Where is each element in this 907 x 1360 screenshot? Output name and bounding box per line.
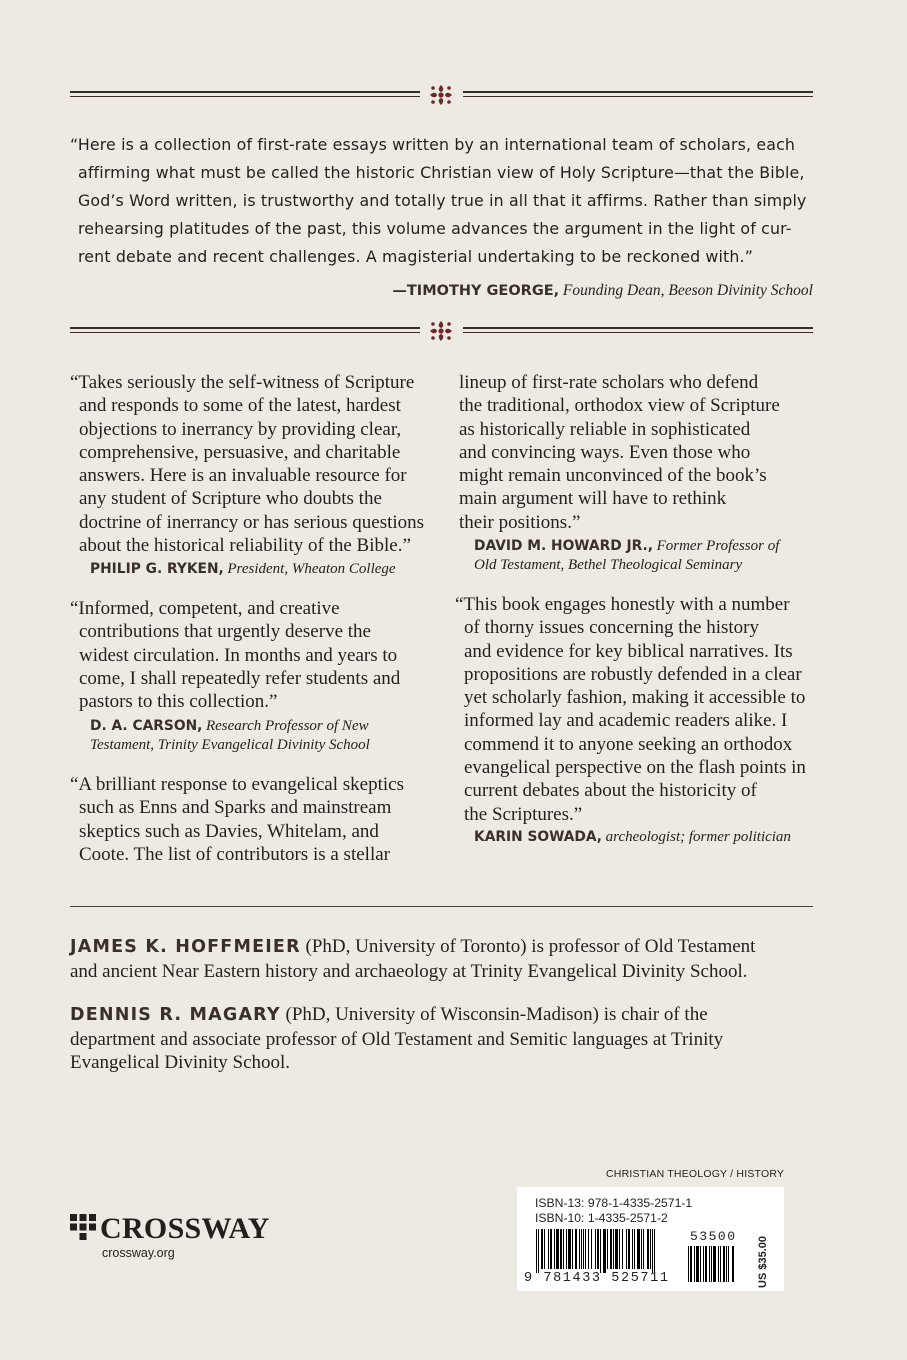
endorser-title: President, Wheaton College	[227, 561, 396, 577]
quote-line: such as Enns and Sparks and mainstream	[79, 797, 392, 819]
barcode-bar	[581, 1229, 582, 1269]
endorser-title: Founding Dean, Beeson Divinity School	[562, 282, 813, 299]
quote-line: about the historical reliability of the Bible.”	[79, 535, 411, 557]
bio-text: (PhD, University of Wisconsin-Madison) is chair of the	[280, 1004, 708, 1025]
endorsement-ryken-attribution	[90, 560, 396, 579]
endorser-name: DAVID M. HOWARD JR.,	[474, 538, 653, 554]
barcode-bar	[591, 1229, 592, 1269]
endorsement-howard-quote-part2	[459, 371, 780, 534]
barcode-bar	[544, 1229, 545, 1269]
quote-line: comprehensive, persuasive, and charitable	[79, 441, 401, 463]
quote-line: the traditional, orthodox view of Scripture	[459, 395, 780, 417]
quote-line: objections to inerrancy by providing clear,	[79, 418, 402, 440]
quote-line: doctrine of inerrancy or has serious questions	[79, 511, 425, 533]
bio-text: Evangelical Divinity School.	[70, 1052, 291, 1073]
barcode-bar	[610, 1229, 612, 1269]
quote-line: main argument will have to rethink	[459, 488, 727, 510]
isbn13-label: ISBN-13: 978-1-4335-2571-1	[535, 1196, 693, 1210]
quote-line: any student of Scripture who doubts the	[79, 488, 382, 510]
barcode-bar	[643, 1229, 644, 1269]
ean-barcode	[536, 1229, 682, 1273]
barcode-bar	[654, 1229, 655, 1273]
barcode-bar	[560, 1229, 562, 1269]
quote-line: answers. Here is an invaluable resource for	[79, 465, 407, 487]
barcode-bar	[554, 1229, 555, 1269]
endorser-name: D. A. CARSON,	[90, 718, 203, 734]
barcode-bar	[650, 1229, 651, 1269]
barcode-bar	[652, 1229, 653, 1273]
barcode-bar	[696, 1246, 699, 1282]
barcode-bar	[588, 1229, 589, 1269]
publisher-url: crossway.org	[102, 1246, 175, 1260]
endorsement-sowada-quote	[455, 593, 806, 826]
ornamental-divider-middle	[70, 322, 813, 340]
barcode-bar	[628, 1229, 630, 1269]
barcode-bar	[647, 1229, 649, 1269]
barcode-bar	[619, 1229, 620, 1269]
barcode-bar	[732, 1246, 734, 1282]
endorsement-carson-quote	[70, 597, 400, 713]
barcode-bar	[572, 1229, 573, 1269]
quote-line: “A brilliant response to evangelical skeptics	[70, 774, 404, 795]
quote-line: affirming what must be called the historic Christian view of Holy Scripture—that the Bible,	[78, 163, 805, 182]
barcode-bar	[720, 1246, 721, 1282]
barcode-bar	[726, 1246, 727, 1282]
ean-digits: 9 781433 525711	[524, 1271, 670, 1286]
endorsement-george-attribution	[392, 282, 813, 300]
isbn10-label: ISBN-10: 1-4335-2571-2	[535, 1211, 668, 1225]
barcode-bar	[538, 1229, 539, 1273]
barcode-bar	[550, 1229, 552, 1269]
subject-category: CHRISTIAN THEOLOGY / HISTORY	[606, 1168, 785, 1180]
endorsement-sowada-attribution	[474, 828, 791, 847]
barcode-bar	[575, 1229, 577, 1269]
endorser-title: Research Professor of New	[205, 718, 369, 734]
quote-line: “Takes seriously the self-witness of Scripture	[70, 372, 415, 393]
bio-text: (PhD, University of Toronto) is professor of Old Testament	[300, 936, 756, 957]
barcode-bar	[709, 1246, 710, 1282]
barcode-bar	[600, 1229, 601, 1273]
endorser-name: —TIMOTHY GEORGE,	[392, 283, 560, 299]
quote-line: “Informed, competent, and creative	[70, 598, 340, 619]
quote-line: propositions are robustly defended in a clear	[464, 663, 802, 685]
crossway-logo-icon	[70, 1214, 96, 1240]
quote-line: rehearsing platitudes of the past, this volume advances the argument in the light of cur-	[78, 219, 792, 238]
author-bio-hoffmeier	[70, 935, 830, 983]
quote-line: skeptics such as Davies, Whitelam, and	[79, 820, 379, 842]
barcode-bar	[613, 1229, 614, 1269]
quote-line: and responds to some of the latest, hardest	[79, 395, 401, 417]
endorsement-ryken-quote	[70, 371, 424, 557]
barcode-bar	[615, 1229, 618, 1269]
barcode-bar	[548, 1229, 549, 1269]
quote-line: pastors to this collection.”	[79, 691, 278, 713]
quote-line: “This book engages honestly with a number	[455, 594, 790, 615]
endorsement-howard-quote-part1	[70, 773, 404, 866]
quote-line: informed lay and academic readers alike. I	[464, 710, 788, 732]
author-name: DENNIS R. MAGARY	[70, 1005, 281, 1025]
endorser-title: archeologist; former politician	[605, 829, 791, 845]
ornamental-divider-top	[70, 86, 813, 104]
section-divider-rule	[70, 906, 813, 907]
barcode-bar	[634, 1229, 635, 1269]
barcode-bar	[705, 1246, 707, 1282]
quote-line: their positions.”	[459, 511, 581, 533]
endorser-name: PHILIP G. RYKEN,	[90, 561, 224, 577]
barcode-bar	[718, 1246, 719, 1282]
fleuron-ornament-icon	[426, 83, 456, 107]
author-name: JAMES K. HOFFMEIER	[70, 937, 301, 957]
quote-line: widest circulation. In months and years to	[79, 644, 398, 666]
barcode-bar	[637, 1229, 640, 1269]
quote-line: “Here is a collection of first-rate essays written by an international team of scholars, each	[70, 135, 796, 154]
quote-line: rent debate and recent challenges. A magisterial undertaking to be reckoned with.”	[78, 247, 754, 266]
endorsement-howard-attribution	[474, 537, 779, 575]
quote-line: of thorny issues concerning the history	[464, 617, 759, 639]
barcode-bar	[541, 1229, 543, 1269]
addon-digits: 53500	[690, 1229, 737, 1244]
barcode-bar	[566, 1229, 567, 1269]
quote-line: and evidence for key biblical narratives. Its	[464, 640, 793, 662]
endorsement-carson-attribution	[90, 717, 370, 755]
endorser-title: Former Professor of	[656, 538, 780, 554]
fleuron-ornament-icon	[426, 319, 456, 343]
author-bio-magary	[70, 1003, 830, 1075]
quote-line: yet scholarly fashion, making it accessible to	[464, 687, 806, 709]
quote-line: the Scriptures.”	[464, 803, 583, 825]
barcode-bar	[622, 1229, 623, 1269]
quote-line: God’s Word written, is trustworthy and totally true in all that it affirms. Rather than simply	[78, 191, 807, 210]
barcode-bar	[583, 1229, 584, 1269]
barcode-bar	[568, 1229, 571, 1269]
quote-line: Coote. The list of contributors is a stellar	[79, 843, 390, 865]
endorser-name: KARIN SOWADA,	[474, 829, 603, 845]
barcode-bar	[563, 1229, 564, 1269]
barcode-bar	[603, 1229, 606, 1273]
quote-line: might remain unconvinced of the book’s	[459, 465, 767, 487]
barcode-bar	[607, 1229, 608, 1269]
barcode-bar	[690, 1246, 692, 1282]
barcode-bar	[703, 1246, 704, 1282]
barcode-bar	[694, 1246, 695, 1282]
barcode-bar	[728, 1246, 729, 1282]
barcode-bar	[632, 1229, 633, 1269]
quote-line: and convincing ways. Even those who	[459, 441, 751, 463]
bio-text: and ancient Near Eastern history and archaeology at Trinity Evangelical Divinity School.	[70, 960, 748, 982]
bio-text: department and associate professor of Old Testament and Semitic languages at Trinity	[70, 1028, 724, 1050]
barcode-bar	[585, 1229, 586, 1269]
quote-line: lineup of first-rate scholars who defend	[459, 372, 759, 393]
barcode-bar	[556, 1229, 559, 1269]
barcode-bar	[626, 1229, 627, 1269]
endorser-title: Testament, Trinity Evangelical Divinity School	[90, 737, 370, 753]
barcode-bar	[723, 1246, 725, 1282]
barcode-bar	[713, 1246, 716, 1282]
quote-line: as historically reliable in sophisticated	[459, 418, 751, 440]
quote-line: commend it to anyone seeking an orthodox	[464, 733, 793, 755]
quote-line: current debates about the historicity of	[464, 780, 757, 802]
barcode-bar	[700, 1246, 701, 1282]
barcode-bar	[641, 1229, 642, 1269]
quote-line: come, I shall repeatedly refer students and	[79, 667, 401, 689]
barcode-bar	[711, 1246, 712, 1282]
price-label: US $35.00	[757, 1236, 769, 1288]
barcode-bar	[579, 1229, 580, 1269]
barcode-bar	[597, 1229, 599, 1269]
quote-line: contributions that urgently deserve the	[79, 621, 371, 643]
quote-line: evangelical perspective on the flash points in	[464, 757, 806, 779]
publisher-name: CROSSWAY	[100, 1212, 270, 1245]
endorser-title: Old Testament, Bethel Theological Seminary	[474, 557, 743, 573]
addon-barcode	[688, 1246, 752, 1284]
barcode-bar	[595, 1229, 596, 1269]
endorsement-george-quote	[70, 131, 820, 271]
barcode-bar	[688, 1246, 689, 1282]
barcode-bar	[536, 1229, 537, 1273]
